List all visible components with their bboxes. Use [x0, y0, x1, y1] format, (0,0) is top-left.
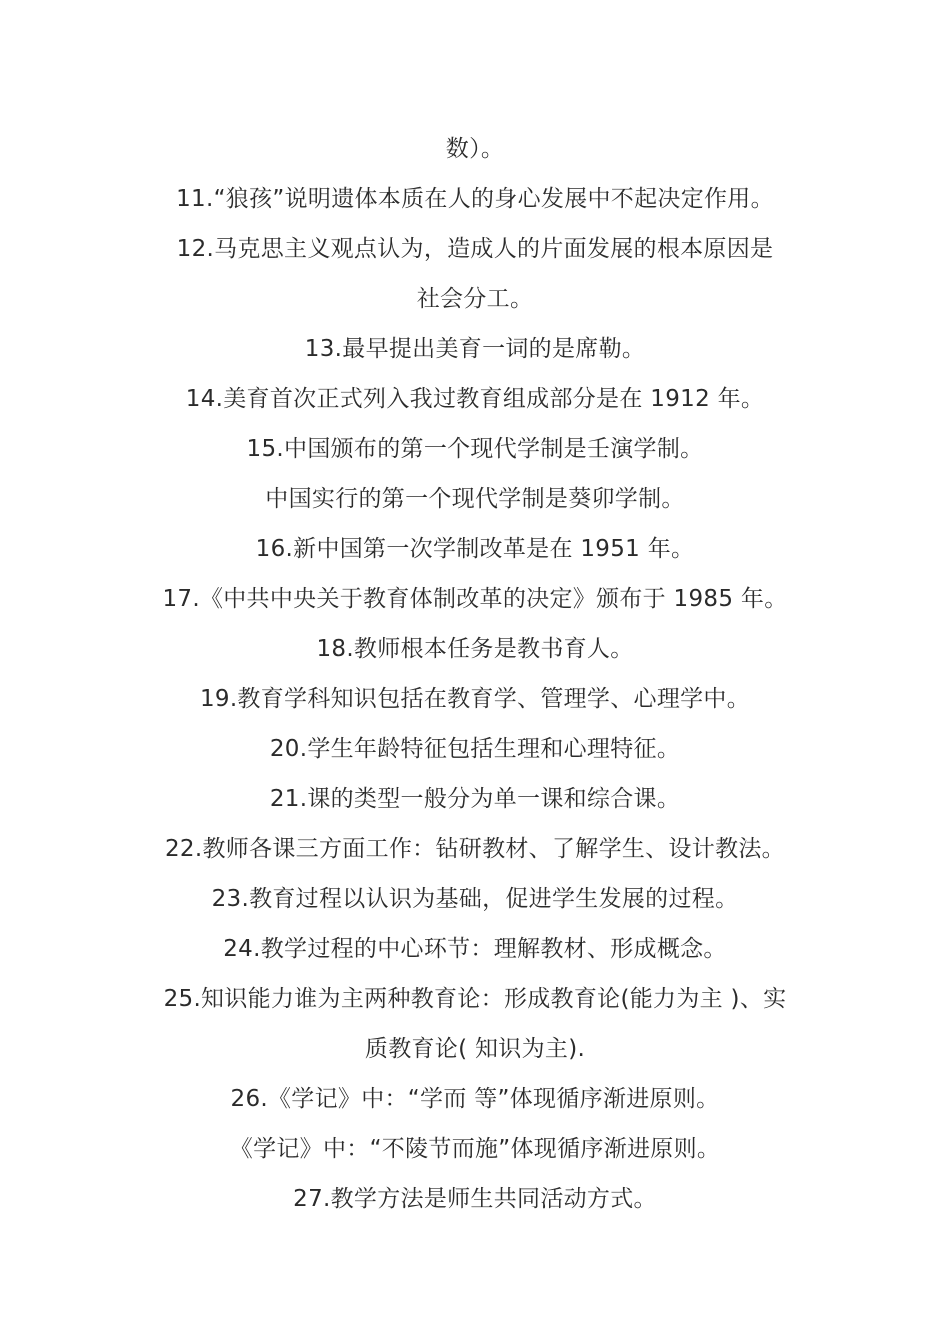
text-line: 15.中国颁布的第一个现代学制是壬演学制。 [246, 436, 704, 462]
text-line: 20.学生年龄特征包括生理和心理特征。 [269, 736, 681, 762]
text-line: 数）。 [445, 136, 505, 162]
text-line: 24.教学过程的中心环节：理解教材、形成概念。 [223, 936, 727, 962]
text-line: 13.最早提出美育一词的是席勒。 [304, 336, 646, 362]
text-line: 16.新中国第一次学制改革是在 1951 年。 [255, 536, 695, 562]
document-page [0, 124, 950, 1224]
text-line: 11.“狼孩”说明遗体本质在人的身心发展中不起决定作用。 [176, 186, 774, 212]
text-line: 25.知识能力谁为主两种教育论：形成教育论(能力为主 )、实 [163, 986, 787, 1012]
text-line: 14.美育首次正式列入我过教育组成部分是在 1912 年。 [185, 386, 765, 412]
text-line: 12.马克思主义观点认为，造成人的片面发展的根本原因是 [176, 236, 774, 262]
text-line: 21.课的类型一般分为单一课和综合课。 [269, 786, 681, 812]
text-line: 19.教育学科知识包括在教育学、管理学、心理学中。 [199, 686, 751, 712]
text-line: 26.《学记》中：“学而 等”体现循序渐进原则。 [230, 1086, 720, 1112]
text-line: 23.教育过程以认识为基础，促进学生发展的过程。 [211, 886, 739, 912]
text-line: 《学记》中：“不陵节而施”体现循序渐进原则。 [229, 1136, 721, 1162]
text-line: 22.教师各课三方面工作：钻研教材、了解学生、设计教法。 [165, 836, 785, 862]
text-line: 社会分工。 [416, 286, 534, 312]
text-line: 中国实行的第一个现代学制是葵卯学制。 [265, 486, 685, 512]
text-line: 27.教学方法是师生共同活动方式。 [293, 1186, 657, 1212]
text-line: 质教育论( 知识为主). [364, 1036, 586, 1062]
text-line: 18.教师根本任务是教书育人。 [316, 636, 634, 662]
text-line: 17.《中共中央关于教育体制改革的决定》颁布于 1985 年。 [162, 586, 788, 612]
